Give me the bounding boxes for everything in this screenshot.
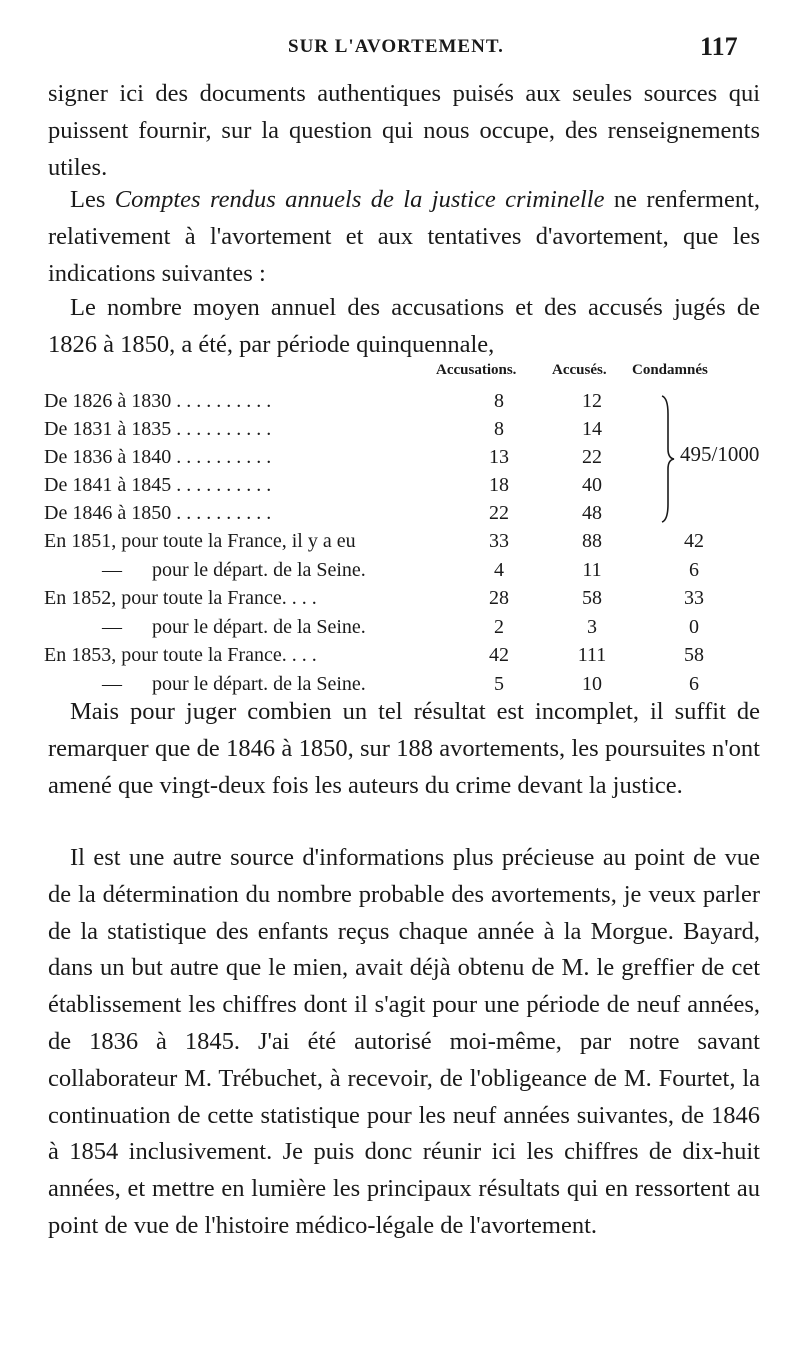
paragraph-1: [48, 76, 760, 186]
periods-condamnes-ratio: 495/1000: [680, 442, 760, 466]
row-label: En 1851, pour toute la France, il y a eu: [44, 530, 356, 552]
accusations-value: 2: [494, 615, 504, 638]
running-title: SUR L'AVORTEMENT.: [288, 36, 504, 57]
row-label: En 1852, pour toute la France. . . .: [44, 587, 317, 609]
report-title-italic: Comptes rendus annuels de la justice criminelle: [114, 186, 605, 213]
dash-mark: —: [102, 672, 122, 695]
condamnes-value: 42: [684, 530, 704, 552]
page-header: [0, 34, 800, 64]
condamnes-value: 33: [684, 587, 704, 609]
row-label: pour le départ. de la Seine.: [152, 558, 366, 581]
condamnes-value: 6: [689, 558, 699, 581]
paragraph-1-text: signer ici des documents authentiques puisés aux seules sources qui puissent fournir, sur la question qui nous occupe, des renseignements utiles.: [48, 80, 760, 181]
paragraph-3-text: Le nombre moyen annuel des accusations et des accusés jugés de 1826 à 1850, a été, par période quinquennale,: [48, 294, 760, 358]
table-row-period: [44, 474, 764, 502]
table-row-period: [44, 502, 764, 530]
accusations-value: 4: [494, 558, 504, 581]
header-condamnes: Condamnés: [632, 362, 708, 378]
table-row-year: [44, 559, 764, 587]
accusations-value: 22: [489, 502, 509, 524]
header-accusations: Accusations.: [436, 362, 517, 378]
paragraph-5: [48, 840, 760, 1245]
paragraph-2-end: ne renferment, relativement à l'avortement et aux tentatives d'avortement, que les indications suivantes :: [48, 186, 761, 287]
row-label: De 1846 à 1850 . . . . . . . . . .: [44, 502, 272, 524]
paragraph-3: [48, 290, 760, 364]
accusations-value: 18: [489, 474, 509, 496]
accuses-value: 40: [582, 474, 602, 496]
brace-icon: [660, 394, 676, 524]
row-label: De 1841 à 1845 . . . . . . . . . .: [44, 474, 272, 496]
accusations-value: 5: [494, 672, 504, 695]
accuses-value: 10: [582, 672, 602, 695]
condamnes-value: 58: [684, 644, 704, 666]
table-row-period: [44, 418, 764, 446]
row-label: De 1836 à 1840 . . . . . . . . . .: [44, 446, 272, 468]
accusations-value: 8: [494, 418, 504, 440]
condamnes-value: 6: [689, 672, 699, 695]
accusations-value: 13: [489, 446, 509, 468]
paragraph-4-text: Mais pour juger combien un tel résultat est incomplet, il suffit de remarquer que de 1846 à 1850, sur 188 avortements, les poursuites n'ont amené que vingt-deux fois les auteurs du crime devant la justice.: [48, 698, 760, 799]
accuses-value: 11: [582, 558, 602, 581]
accuses-value: 22: [582, 446, 602, 468]
paragraph-4: [48, 694, 760, 804]
dash-mark: —: [102, 558, 122, 581]
accuses-value: 58: [582, 587, 602, 609]
paragraph-2-start: Les: [70, 186, 115, 213]
accuses-value: 12: [582, 390, 602, 412]
row-label: pour le départ. de la Seine.: [152, 615, 366, 638]
row-label: pour le départ. de la Seine.: [152, 672, 366, 695]
accuses-value: 48: [582, 502, 602, 524]
accuses-value: 88: [582, 530, 602, 552]
row-label: De 1831 à 1835 . . . . . . . . . .: [44, 418, 272, 440]
paragraph-5-text: Il est une autre source d'informations plus précieuse au point de vue de la détermination du nombre probable des avortements, je veux parler de la statistique des enfants reçus chaque année à la Morgue. Bayard, dans un but autre que le mien, avait déjà obtenu de M. le greffier de cet établissement les chiffres dont il s'agit pour une période de neuf années, de 1836 à 1845. J'ai été autorisé moi-même, par notre savant collaborateur M. Trébuchet, à recevoir, de l'obligeance de M. Fourtet, la continuation de cette statistique pour les neuf années suivantes, de 1846 à 1854 inclusivement. Je puis donc réunir ici les chiffres de dix-huit années, et mettre en lumière les principaux résultats qui en ressortent au point de vue de l'histoire médico-légale de l'avortement.: [48, 844, 760, 1239]
paragraph-2: [48, 182, 760, 292]
paragraph-2-text: [48, 182, 760, 292]
row-label: En 1853, pour toute la France. . . .: [44, 644, 317, 666]
accuses-value: 3: [587, 615, 597, 638]
table-row-year: [44, 587, 764, 615]
table-row-period: [44, 446, 764, 474]
accusations-value: 33: [489, 530, 509, 552]
table-row-year: [44, 530, 764, 558]
accusations-value: 28: [489, 587, 509, 609]
dash-mark: —: [102, 615, 122, 638]
row-label: De 1826 à 1830 . . . . . . . . . .: [44, 390, 272, 412]
accuses-value: 14: [582, 418, 602, 440]
table-row-period: [44, 390, 764, 418]
condamnes-value: 0: [689, 615, 699, 638]
accuses-value: 111: [577, 644, 607, 666]
page-number: 117: [700, 32, 738, 61]
header-accuses: Accusés.: [552, 362, 607, 378]
accusations-value: 42: [489, 644, 509, 666]
table-row-year: [44, 616, 764, 644]
table-row-year: [44, 644, 764, 672]
accusations-value: 8: [494, 390, 504, 412]
